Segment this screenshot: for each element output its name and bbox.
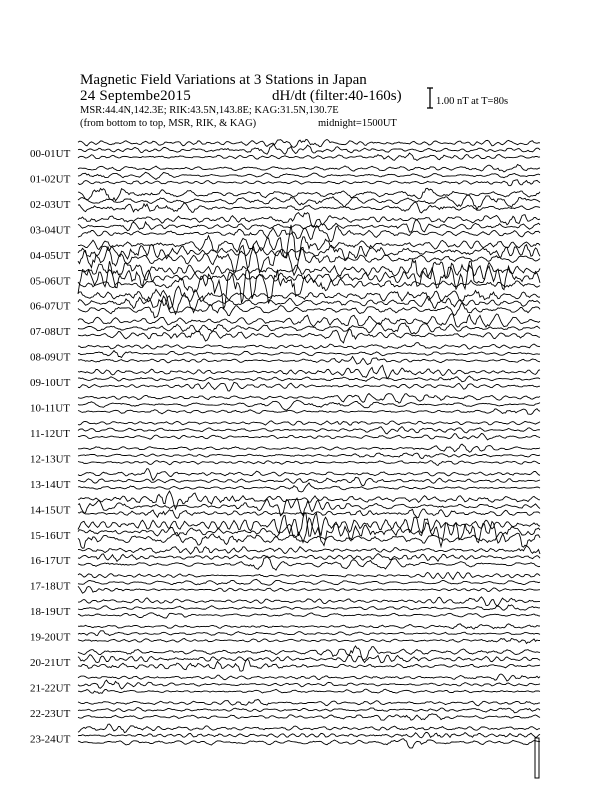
station-trace-kag	[78, 343, 540, 350]
row-label: 14-15UT	[30, 504, 71, 517]
hour-row	[30, 624, 540, 644]
hour-row	[30, 674, 540, 694]
station-trace-rik	[78, 144, 540, 154]
station-trace-msr	[78, 586, 540, 593]
station-trace-rik	[78, 172, 540, 179]
row-label: 01-02UT	[30, 173, 71, 186]
station-trace-msr	[78, 714, 540, 720]
station-trace-kag	[78, 286, 540, 309]
station-trace-msr	[78, 202, 540, 213]
row-label: 17-18UT	[30, 580, 71, 593]
end-marker	[535, 738, 539, 778]
station-order-note: (from bottom to top, MSR, RIK, & KAG)	[80, 118, 257, 129]
row-label: 19-20UT	[30, 631, 71, 644]
row-label: 05-06UT	[30, 275, 71, 288]
station-trace-msr	[78, 329, 540, 343]
row-label: 18-19UT	[30, 606, 71, 619]
row-label: 02-03UT	[30, 198, 71, 211]
hour-row	[30, 513, 540, 548]
station-trace-kag	[78, 444, 540, 452]
station-trace-rik	[78, 477, 540, 485]
hour-row	[30, 491, 540, 518]
hour-row	[30, 546, 540, 570]
hour-row	[30, 286, 540, 318]
station-trace-rik	[78, 732, 540, 737]
hour-row	[30, 597, 540, 618]
hour-row	[30, 421, 540, 440]
station-trace-msr	[78, 483, 540, 492]
station-trace-kag	[78, 421, 540, 425]
station-trace-msr	[78, 245, 540, 275]
station-trace-rik	[78, 351, 540, 358]
hour-row	[30, 646, 540, 671]
station-trace-rik	[78, 400, 540, 410]
station-trace-rik	[78, 605, 540, 610]
row-label: 09-10UT	[30, 377, 71, 390]
station-trace-msr	[78, 270, 540, 310]
hour-row	[30, 444, 540, 465]
station-trace-rik	[78, 708, 540, 713]
station-trace-kag	[78, 165, 540, 172]
station-trace-msr	[78, 638, 540, 643]
station-trace-rik	[78, 518, 540, 547]
station-trace-msr	[78, 382, 540, 391]
row-label: 15-16UT	[30, 529, 71, 542]
station-trace-msr	[78, 433, 540, 440]
row-label: 06-07UT	[30, 300, 71, 313]
station-trace-kag	[78, 469, 540, 481]
station-trace-kag	[78, 624, 540, 629]
row-label: 07-08UT	[30, 326, 71, 339]
station-trace-msr	[78, 409, 540, 415]
row-label: 16-17UT	[30, 555, 71, 568]
row-label: 03-04UT	[30, 224, 71, 237]
station-trace-msr	[78, 739, 540, 748]
station-trace-msr	[78, 613, 540, 618]
row-label: 22-23UT	[30, 707, 71, 720]
station-trace-kag	[78, 314, 540, 327]
station-trace-kag	[78, 597, 540, 606]
hour-row	[30, 188, 540, 213]
row-label: 10-11UT	[30, 402, 70, 415]
station-trace-rik	[78, 680, 540, 689]
station-trace-rik	[78, 195, 540, 209]
station-trace-msr	[78, 689, 540, 693]
hour-row	[30, 213, 540, 242]
row-label: 13-14UT	[30, 478, 71, 491]
station-trace-msr	[78, 180, 540, 186]
hour-row	[30, 314, 540, 343]
station-trace-rik	[78, 376, 540, 382]
station-trace-rik	[78, 554, 540, 562]
station-trace-rik	[78, 655, 540, 663]
station-trace-kag	[78, 699, 540, 705]
hour-row	[30, 165, 540, 186]
station-trace-rik	[78, 631, 540, 636]
chart-title: Magnetic Field Variations at 3 Stations in Japan	[80, 72, 367, 88]
hour-row	[30, 572, 540, 593]
station-trace-msr	[78, 509, 540, 518]
station-trace-rik	[78, 453, 540, 458]
hour-row	[30, 394, 540, 415]
station-trace-kag	[78, 674, 540, 681]
station-coordinates: MSR:44.4N,142.3E; RIK:43.5N,143.8E; KAG:31.5N,130.7E	[80, 105, 339, 116]
station-trace-rik	[78, 579, 540, 585]
station-trace-kag	[78, 491, 540, 509]
row-label: 11-12UT	[30, 427, 70, 440]
hour-row	[30, 365, 540, 391]
hour-row	[30, 260, 540, 309]
hour-row	[30, 225, 540, 275]
row-label: 23-24UT	[30, 733, 71, 746]
row-label: 12-13UT	[30, 453, 71, 466]
hour-row	[30, 469, 540, 492]
station-trace-rik	[78, 293, 540, 314]
station-trace-rik	[78, 427, 540, 434]
station-trace-kag	[78, 724, 540, 733]
row-label: 08-09UT	[30, 351, 71, 364]
station-trace-msr	[78, 153, 540, 160]
station-trace-kag	[78, 546, 540, 554]
station-trace-kag	[78, 572, 540, 579]
scale-bar-label: 1.00 nT at T=80s	[436, 96, 509, 107]
hour-row	[30, 139, 540, 160]
station-trace-rik	[78, 323, 540, 334]
station-trace-kag	[78, 394, 540, 404]
hour-row	[30, 699, 540, 720]
station-trace-msr	[78, 461, 540, 466]
row-label: 04-05UT	[30, 249, 71, 262]
date-label: 24 Septembe2015	[80, 88, 191, 104]
station-trace-kag	[78, 188, 540, 200]
hour-row	[30, 343, 540, 365]
row-label: 21-22UT	[30, 682, 71, 695]
row-label: 00-01UT	[30, 148, 71, 160]
station-trace-msr	[78, 357, 540, 365]
midnight-note: midnight=1500UT	[318, 118, 397, 129]
station-trace-kag	[78, 365, 540, 378]
row-label: 20-21UT	[30, 657, 71, 669]
hour-row	[30, 724, 540, 748]
quantity-label: dH/dt (filter:40-160s)	[272, 88, 402, 104]
scale-bar	[427, 88, 433, 108]
